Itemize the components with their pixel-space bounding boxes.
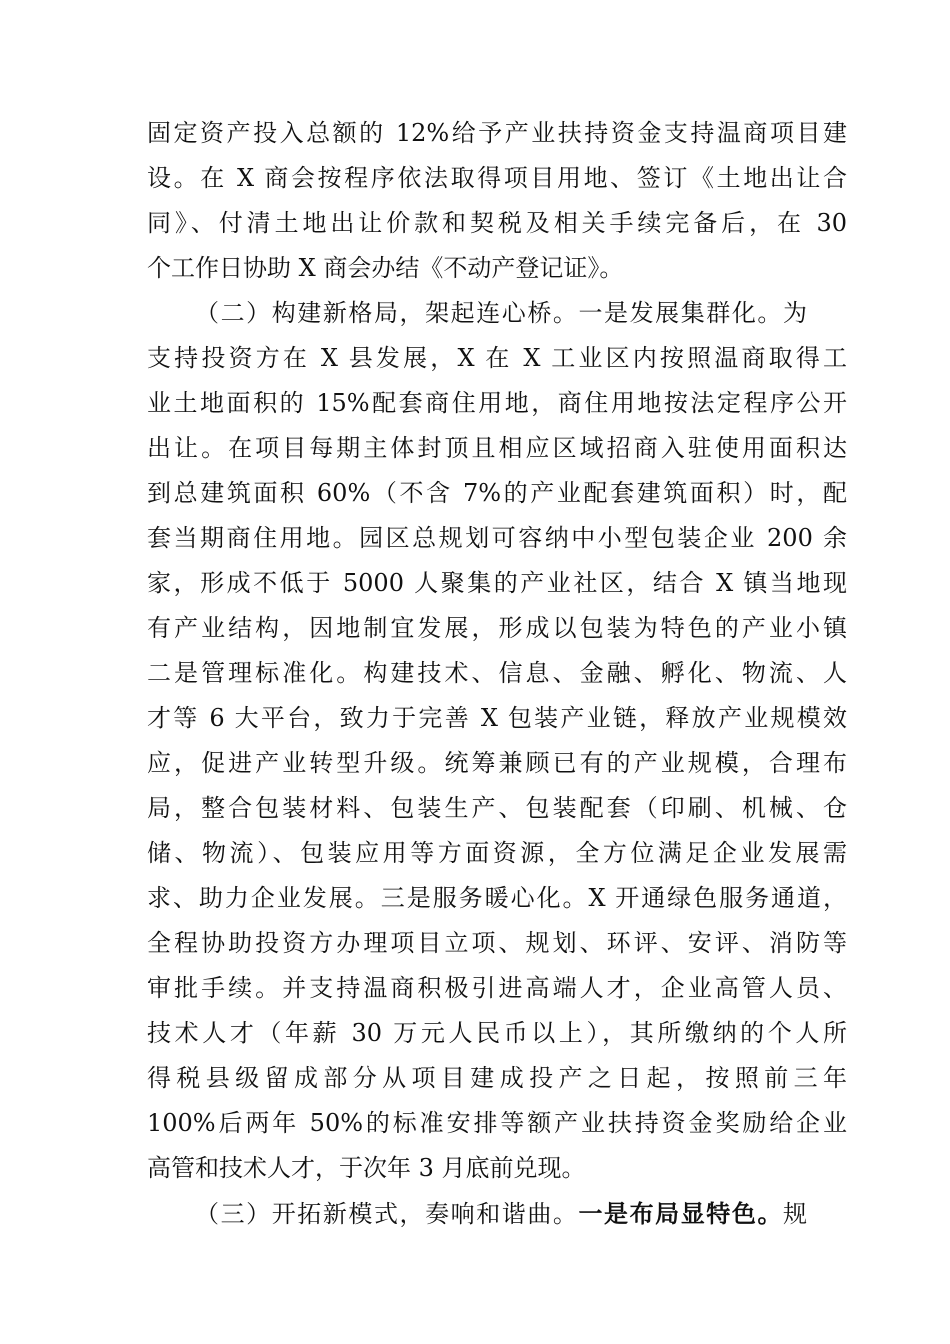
bold-lead-phrase: 一是布局显特色。 [578,1199,784,1228]
text-line: 高管和技术人才，于次年 3 月底前兑现。 [147,1154,586,1182]
text-line: 得税县级留成部分从项目建成投产之日起，按照前三年 [147,1064,847,1092]
paragraph-heading-line: （二）构建新格局，架起连心桥。一是发展集群化。为 [195,299,807,327]
text-line: 审批手续。并支持温商积极引进高端人才，企业高管人员、 [147,974,847,1002]
text-line: 设。在 X 商会按程序依法取得项目用地、签订《土地出让合 [147,164,847,192]
text-line: 支持投资方在 X 县发展，X 在 X 工业区内按照温商取得工 [147,344,847,372]
text-line: 固定资产投入总额的 12%给予产业扶持资金支持温商项目建 [147,119,847,147]
text-fragment: 规 [783,1200,807,1228]
text-line: 出让。在项目每期主体封顶且相应区域招商入驻使用面积达 [147,434,847,462]
text-line: 套当期商住用地。园区总规划可容纳中小型包装企业 200 余 [147,524,847,552]
text-line: 二是管理标准化。构建技术、信息、金融、孵化、物流、人 [147,659,847,687]
text-line: 家，形成不低于 5000 人聚集的产业社区，结合 X 镇当地现 [147,569,847,597]
text-line: 同》、付清土地出让价款和契税及相关手续完备后，在 30 [147,209,847,237]
text-line: 全程协助投资方办理项目立项、规划、环评、安评、消防等 [147,929,847,957]
text-line: 局，整合包装材料、包装生产、包装配套（印刷、机械、仓 [147,794,847,822]
section-heading: （三）开拓新模式，奏响和谐曲。 [195,1200,579,1228]
text-line: 个工作日协助 X 商会办结《不动产登记证》。 [147,254,624,282]
text-line: 到总建筑面积 60%（不含 7%的产业配套建筑面积）时，配 [147,479,847,507]
text-line: 才等 6 大平台，致力于完善 X 包装产业链，释放产业规模效 [147,704,847,732]
paragraph-heading-line [195,1191,807,1236]
text-line: 储、物流）、包装应用等方面资源，全方位满足企业发展需 [147,839,847,867]
text-line: 100%后两年 50%的标准安排等额产业扶持资金奖励给企业 [147,1109,847,1137]
text-line: 技术人才（年薪 30 万元人民币以上），其所缴纳的个人所 [147,1019,847,1047]
text-line: 应，促进产业转型升级。统筹兼顾已有的产业规模，合理布 [147,749,847,777]
text-line: 有产业结构，因地制宜发展，形成以包装为特色的产业小镇 [147,614,847,642]
text-line: 业土地面积的 15%配套商住用地，商住用地按法定程序公开 [147,389,847,417]
text-line: 求、助力企业发展。三是服务暖心化。X 开通绿色服务通道， [147,884,847,912]
